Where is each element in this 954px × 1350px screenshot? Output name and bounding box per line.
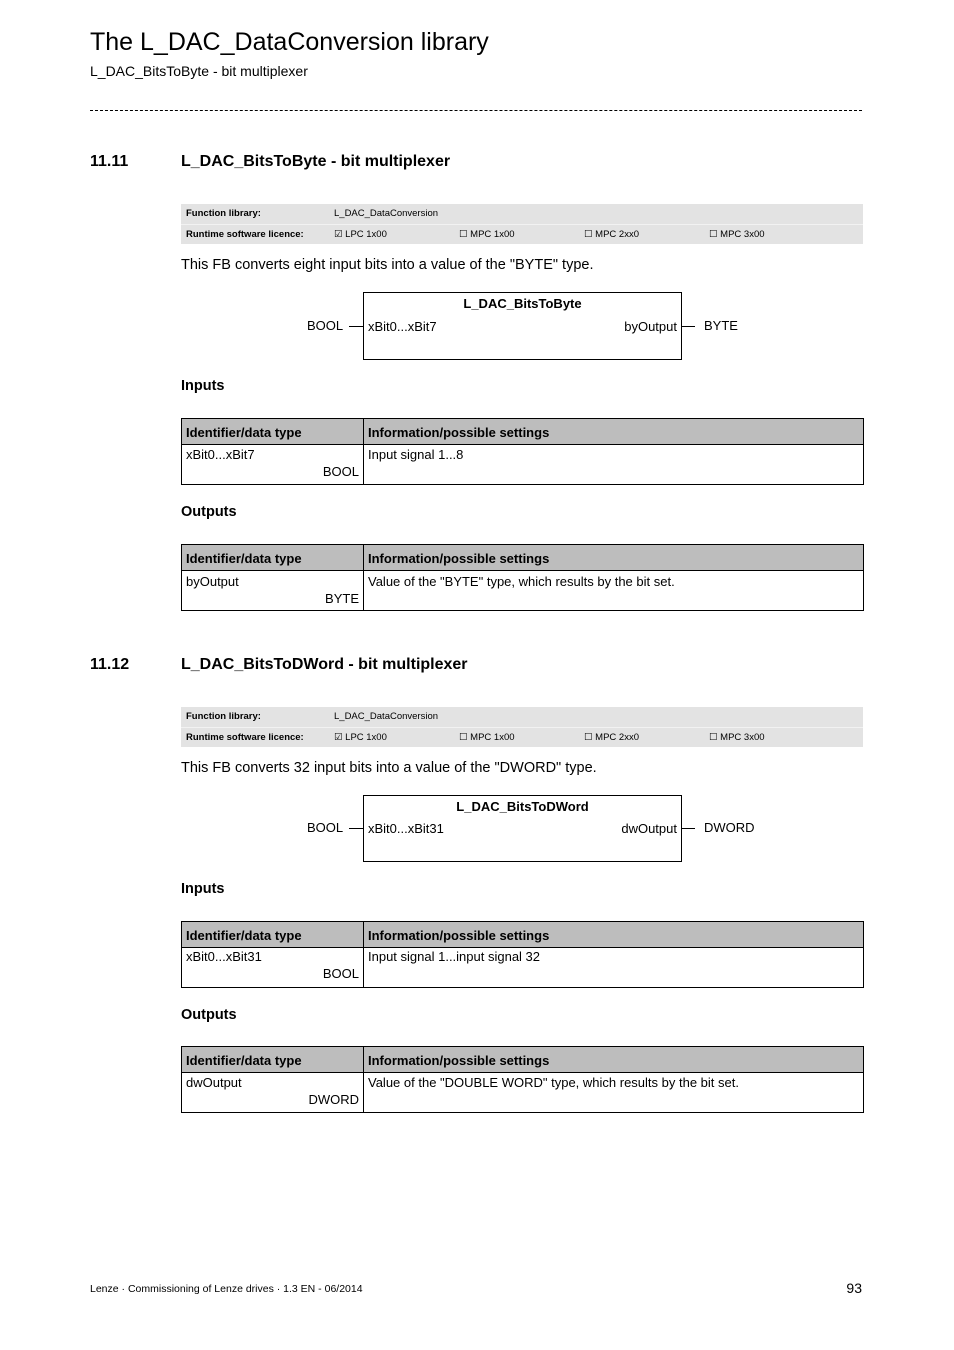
fb-name: L_DAC_BitsToByte xyxy=(463,296,582,311)
function-library-row xyxy=(181,204,863,224)
fb-input-type: BOOL xyxy=(307,318,344,333)
fb-output-type: DWORD xyxy=(704,820,755,835)
function-block-diagram xyxy=(363,795,682,862)
column-divider xyxy=(363,1047,364,1072)
section-heading-11-11 xyxy=(90,153,450,171)
inputs-table xyxy=(181,921,864,988)
table-header-row xyxy=(182,922,863,948)
column-divider xyxy=(363,419,364,444)
section-number: 11.11 xyxy=(90,153,129,170)
fb-input-type: BOOL xyxy=(307,820,344,835)
licence-mpc1x00: ☐ MPC 1x00 xyxy=(459,229,515,240)
section-heading-11-12 xyxy=(90,656,468,674)
row-info: Input signal 1...8 xyxy=(368,447,464,462)
page-subtitle: L_DAC_BitsToByte - bit multiplexer xyxy=(90,63,308,79)
row-info: Value of the "BYTE" type, which results by the bit set. xyxy=(368,574,675,589)
library-info-box xyxy=(181,707,863,747)
function-library-label: Function library: xyxy=(186,208,261,219)
section-title: L_DAC_BitsToDWord - bit multiplexer xyxy=(181,656,468,673)
table-header-identifier: Identifier/data type xyxy=(186,1053,302,1068)
fb-name: L_DAC_BitsToDWord xyxy=(456,799,589,814)
function-block-diagram xyxy=(363,292,682,360)
column-divider xyxy=(363,571,364,610)
table-header-identifier: Identifier/data type xyxy=(186,551,302,566)
row-identifier: dwOutput xyxy=(186,1075,242,1090)
table-header-info: Information/possible settings xyxy=(368,551,550,566)
fb-output-connector xyxy=(681,326,695,327)
table-header-identifier: Identifier/data type xyxy=(186,928,302,943)
licence-lpc1x00: ☑ LPC 1x00 xyxy=(334,229,387,240)
table-header-row xyxy=(182,545,863,571)
inputs-heading: Inputs xyxy=(181,378,225,394)
licence-label: Runtime software licence: xyxy=(186,229,304,240)
outputs-heading: Outputs xyxy=(181,1007,237,1023)
licence-mpc2xx0: ☐ MPC 2xx0 xyxy=(584,229,639,240)
column-divider xyxy=(363,545,364,570)
licence-mpc3x00: ☐ MPC 3x00 xyxy=(709,229,765,240)
outputs-table xyxy=(181,1046,864,1113)
section-number: 11.12 xyxy=(90,656,130,673)
function-library-label: Function library: xyxy=(186,711,261,722)
row-info: Value of the "DOUBLE WORD" type, which results by the bit set. xyxy=(368,1075,739,1090)
section-description: This FB converts 32 input bits into a value of the "DWORD" type. xyxy=(181,760,597,776)
fb-output-connector xyxy=(681,828,695,829)
licence-mpc1x00: ☐ MPC 1x00 xyxy=(459,732,515,743)
row-identifier: byOutput xyxy=(186,574,239,589)
fb-output-name: byOutput xyxy=(624,319,677,334)
inputs-table xyxy=(181,418,864,485)
table-row xyxy=(182,948,863,987)
table-header-row xyxy=(182,419,863,445)
licence-row xyxy=(181,224,863,245)
fb-output-type: BYTE xyxy=(704,318,738,333)
column-divider xyxy=(363,445,364,484)
table-row xyxy=(182,571,863,610)
column-divider xyxy=(363,948,364,987)
column-divider xyxy=(363,922,364,947)
licence-lpc1x00: ☑ LPC 1x00 xyxy=(334,732,387,743)
function-library-value: L_DAC_DataConversion xyxy=(334,208,439,219)
library-info-box xyxy=(181,204,863,244)
table-row xyxy=(182,1073,863,1112)
outputs-heading: Outputs xyxy=(181,504,237,520)
fb-input-connector xyxy=(349,828,363,829)
licence-mpc3x00: ☐ MPC 3x00 xyxy=(709,732,765,743)
section-description: This FB converts eight input bits into a value of the "BYTE" type. xyxy=(181,257,594,273)
header-divider xyxy=(90,110,862,111)
outputs-table xyxy=(181,544,864,611)
table-header-info: Information/possible settings xyxy=(368,928,550,943)
fb-output-name: dwOutput xyxy=(621,821,677,836)
section-title: L_DAC_BitsToByte - bit multiplexer xyxy=(181,153,451,170)
fb-input-connector xyxy=(349,326,363,327)
licence-row xyxy=(181,727,863,748)
footer-text: Lenze · Commissioning of Lenze drives · 1.3 EN - 06/2014 xyxy=(90,1283,363,1295)
licence-label: Runtime software licence: xyxy=(186,732,304,743)
row-identifier: xBit0...xBit7 xyxy=(186,447,255,462)
column-divider xyxy=(363,1073,364,1112)
row-data-type: BYTE xyxy=(325,591,359,606)
table-header-info: Information/possible settings xyxy=(368,425,550,440)
table-row xyxy=(182,445,863,484)
function-library-row xyxy=(181,707,863,727)
page-title: The L_DAC_DataConversion library xyxy=(90,28,489,56)
row-data-type: DWORD xyxy=(308,1092,359,1107)
row-info: Input signal 1...input signal 32 xyxy=(368,949,541,964)
inputs-heading: Inputs xyxy=(181,881,225,897)
table-header-identifier: Identifier/data type xyxy=(186,425,302,440)
table-header-row xyxy=(182,1047,863,1073)
row-data-type: BOOL xyxy=(322,464,359,479)
table-header-info: Information/possible settings xyxy=(368,1053,550,1068)
page-number: 93 xyxy=(846,1280,862,1296)
fb-input-name: xBit0...xBit31 xyxy=(368,821,444,836)
fb-input-name: xBit0...xBit7 xyxy=(368,319,437,334)
function-library-value: L_DAC_DataConversion xyxy=(334,711,439,722)
row-data-type: BOOL xyxy=(322,966,359,981)
row-identifier: xBit0...xBit31 xyxy=(186,949,262,964)
licence-mpc2xx0: ☐ MPC 2xx0 xyxy=(584,732,639,743)
